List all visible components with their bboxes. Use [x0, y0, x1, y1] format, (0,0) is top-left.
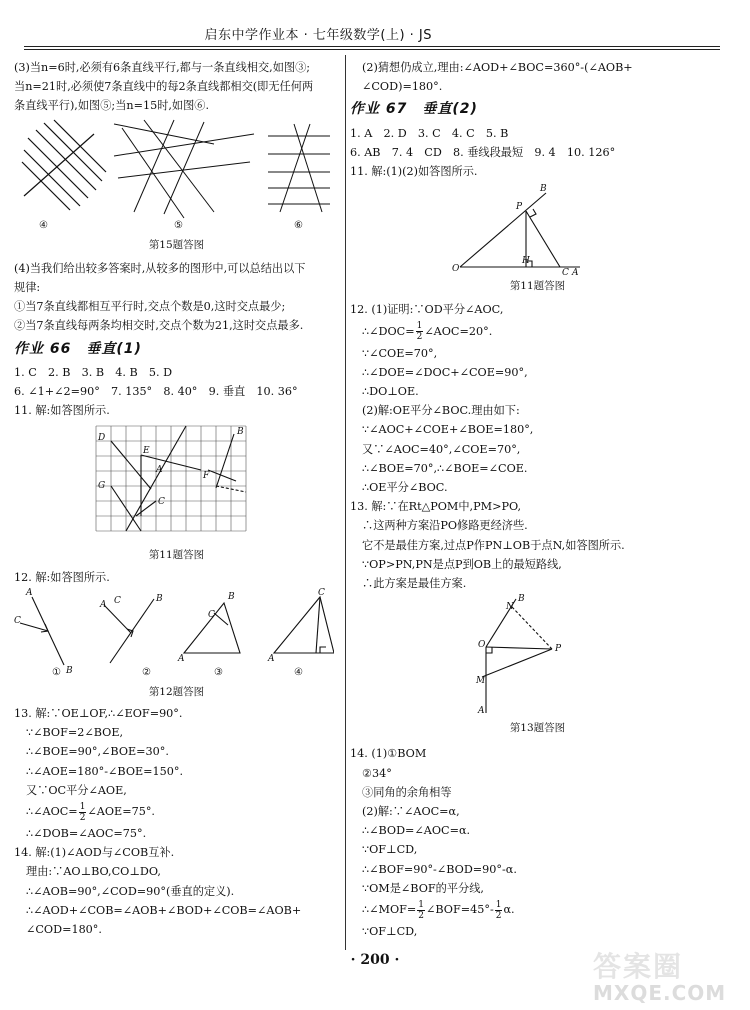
point-P: P	[555, 644, 562, 655]
figure-15-5-lines	[114, 120, 254, 218]
fig12-1-point-C: C	[14, 615, 21, 626]
text-line: ①当7条直线都相互平行时,交点个数是0,这时交点最少;	[14, 300, 286, 314]
point-C: C	[158, 497, 165, 508]
text-line: ∠COD)=180°.	[362, 80, 443, 94]
figure-15	[14, 116, 334, 234]
q13-line: ∴此方案是最佳方案.	[362, 577, 467, 591]
figure-12-caption: 第12题答图	[148, 685, 205, 698]
q14-line: (2)解:∵∠AOC=α,	[362, 805, 460, 819]
watermark-logo	[593, 945, 738, 1007]
left-column	[14, 58, 339, 939]
point-H: H	[522, 256, 530, 267]
q12-line: ∴DO⊥OE.	[362, 385, 419, 399]
q14-text: ∠BOF=45°-	[426, 903, 494, 917]
q12-line: ∴∠DOE=∠DOC+∠COE=90°,	[362, 365, 528, 379]
fraction-half	[79, 802, 87, 823]
q14-line: 理由:∵AO⊥BO,CO⊥DO,	[26, 865, 161, 879]
fraction-num: 1	[79, 801, 86, 812]
fraction-num: 1	[418, 899, 424, 910]
q12-text: ∠AOC=20°.	[424, 324, 493, 338]
point-C: C	[562, 268, 569, 276]
q14-line: ∴∠AOD+∠COB=∠AOB+∠BOD+∠COB=∠AOB+	[26, 903, 302, 917]
text-line: (3)当n=6时,必须有6条直线平行,都与一条直线相交,如图③;	[14, 61, 311, 74]
q13-line: 13. 解:∵在Rt△POM中,PM>PO,	[350, 500, 522, 514]
fig12-1-point-A: A	[26, 587, 33, 598]
point-N: N	[506, 602, 514, 613]
fig12-label-1: ①	[52, 666, 61, 678]
q14-line: ∴∠AOB=90°,∠COD=90°(垂直的定义).	[26, 884, 235, 898]
q13-line: ∴这两种方案沿PO修路更经济些.	[362, 519, 528, 533]
q13-text: ∠AOE=75°.	[87, 805, 155, 819]
text-line: 规律:	[14, 281, 41, 295]
watermark-top: 答案圈	[593, 950, 684, 983]
fig12-2-point-A: A	[100, 599, 107, 610]
point-G: G	[98, 481, 106, 492]
q14-line-frac	[350, 898, 725, 922]
fig12-4-point-C: C	[318, 587, 325, 598]
point-M: M	[476, 676, 486, 687]
text-line: 当n=21时,必须使7条直线中的每2条直线都相交(即无任何两	[14, 80, 314, 94]
answer-line: 11. 解:如答图所示.	[14, 404, 110, 418]
q13-line: 它不是最佳方案,过点P作PN⊥OB于点N,如答图所示.	[362, 538, 625, 552]
point-B: B	[540, 184, 547, 195]
q14-line: ∵OF⊥CD,	[362, 925, 418, 939]
point-B: B	[518, 594, 525, 605]
q13-line: ∴∠AOE=180°-∠BOE=150°.	[26, 764, 184, 778]
section-title-67: 作业 67 垂直(2)	[350, 101, 478, 118]
q14-line: ③同角的余角相等	[362, 785, 452, 799]
fig12-3-point-A: A	[178, 653, 185, 664]
answer-line: 1. C 2. B 3. B 4. B 5. D	[14, 365, 173, 379]
figure-11-right-caption: 第11题答图	[509, 280, 566, 293]
header-rule	[24, 46, 720, 47]
q12-line: ∴OE平分∠BOC.	[362, 481, 448, 495]
q13-line: ∴∠DOB=∠AOC=75°.	[26, 827, 147, 841]
figure-13-caption: 第13题答图	[509, 722, 566, 735]
q14-text: ∴∠MOF=	[362, 903, 417, 917]
q13-text: ∴∠AOC=	[26, 805, 78, 819]
fraction-den: 2	[416, 332, 423, 343]
fraction-den: 2	[418, 910, 424, 921]
fig12-3-point-B: B	[228, 591, 235, 602]
q13-line: 13. 解:∵OE⊥OF,∴∠EOF=90°.	[14, 707, 183, 721]
text-line: (4)当我们给出较多答案时,从较多的图形中,可以总结出以下	[14, 261, 306, 275]
fig12-2-point-B: B	[156, 593, 163, 604]
q12-line: (2)解:OE平分∠BOC.理由如下:	[362, 404, 520, 418]
q14-line: 14. (1)①BOM	[350, 747, 427, 761]
q14-line: ∴∠BOD=∠AOC=α.	[362, 824, 471, 838]
right-column	[350, 58, 725, 941]
figure-11-grid	[14, 422, 334, 546]
q14-line: ②34°	[362, 766, 392, 780]
figure-11-caption: 第11题答图	[148, 549, 205, 562]
text-line: (2)猜想仍成立,理由:∠AOD+∠BOC=360°-(∠AOB+	[362, 61, 633, 74]
column-divider	[345, 55, 346, 950]
q13-line: 又∵OC平分∠AOE,	[26, 783, 127, 797]
fraction-den: 2	[79, 812, 86, 823]
text-line: 条直线平行),如图⑤;当n=15时,如图⑥.	[14, 99, 210, 113]
point-P: P	[516, 202, 523, 213]
fig12-1-point-B: B	[66, 665, 73, 676]
answer-line: 1. A 2. D 3. C 4. C 5. B	[350, 126, 509, 140]
q13-line: ∴∠BOE=90°,∠BOE=30°.	[26, 745, 169, 759]
fraction-half	[417, 900, 425, 921]
fig12-4-point-A: A	[268, 653, 275, 664]
point-A: A	[572, 268, 579, 276]
figure-15-6-lines	[268, 124, 330, 212]
point-F: F	[203, 471, 210, 482]
q12-line: ∵∠AOC+∠COE+∠BOE=180°,	[362, 423, 534, 437]
answer-line: 6. ∠1+∠2=90° 7. 135° 8. 40° 9. 垂直 10. 36°	[14, 385, 298, 399]
answer-line: 6. AB 7. 4 CD 8. 垂线段最短 9. 4 10. 126°	[350, 145, 616, 159]
fig12-label-2: ②	[142, 666, 151, 678]
q12-line: 12. (1)证明:∵OD平分∠AOC,	[350, 303, 504, 317]
fraction-half	[495, 900, 503, 921]
figure-15-4-lines	[22, 120, 106, 210]
q14-line: ∴∠BOF=90°-∠BOD=90°-α.	[362, 862, 517, 876]
point-D: D	[98, 433, 106, 444]
grid-lines	[96, 426, 246, 531]
point-A: A	[156, 465, 163, 476]
point-B: B	[237, 427, 244, 438]
point-A: A	[478, 706, 485, 717]
fig12-label-4: ④	[294, 666, 303, 678]
point-O: O	[452, 264, 460, 275]
fraction-num: 1	[416, 321, 423, 332]
q14-line: 14. 解:(1)∠AOD与∠COB互补.	[14, 846, 175, 860]
figure-15-label-4: ④	[39, 219, 48, 231]
q14-line: ∵OF⊥CD,	[362, 843, 418, 857]
q13-line: ∵OP>PN,PN是点P到OB上的最短路线,	[362, 557, 562, 571]
figure-13	[350, 593, 720, 717]
watermark-bottom: MXQE.COM	[593, 981, 727, 1005]
figure-15-label-5: ⑤	[174, 219, 183, 231]
fig12-2-point-C: C	[114, 595, 121, 606]
fig12-label-3: ③	[214, 666, 223, 678]
figure-11-right	[350, 181, 720, 275]
page-number: · 200 ·	[350, 952, 400, 968]
header-rule-thin	[24, 49, 720, 50]
q12-line: ∴∠BOE=70°,∴∠BOE=∠COE.	[362, 461, 528, 475]
q14-line: ∠COD=180°.	[26, 923, 102, 937]
point-O: O	[478, 640, 486, 651]
q12-line-frac	[350, 320, 725, 344]
text-line: ②当7条直线每两条均相交时,交点个数为21,这时交点最多.	[14, 319, 304, 333]
section-title-66: 作业 66 垂直(1)	[14, 340, 142, 357]
q12-line: 又∵∠AOC=40°,∠COE=70°,	[362, 442, 521, 456]
figure-12	[14, 587, 334, 683]
fraction-den: 2	[495, 910, 502, 921]
q12-text: ∴∠DOC=	[362, 324, 415, 338]
fraction-num: 1	[495, 899, 502, 910]
answer-line: 11. 解:(1)(2)如答图所示.	[350, 165, 478, 179]
fig12-3-point-C: C	[208, 609, 215, 620]
question-12: 12. 解:如答图所示.	[14, 570, 110, 584]
q14-text: α.	[503, 903, 515, 917]
fraction-half	[416, 321, 424, 342]
figure-15-label-6: ⑥	[294, 219, 303, 231]
q14-line: ∵OM是∠BOF的平分线,	[362, 881, 484, 895]
page-header: 启东中学作业本 · 七年级数学(上) · JS	[204, 28, 432, 43]
q12-line: ∵∠COE=70°,	[362, 346, 438, 360]
q13-line: ∵∠BOF=2∠BOE,	[26, 726, 124, 740]
q13-line-frac	[14, 800, 339, 824]
point-E: E	[143, 446, 150, 457]
figure-15-caption: 第15题答图	[148, 238, 205, 251]
